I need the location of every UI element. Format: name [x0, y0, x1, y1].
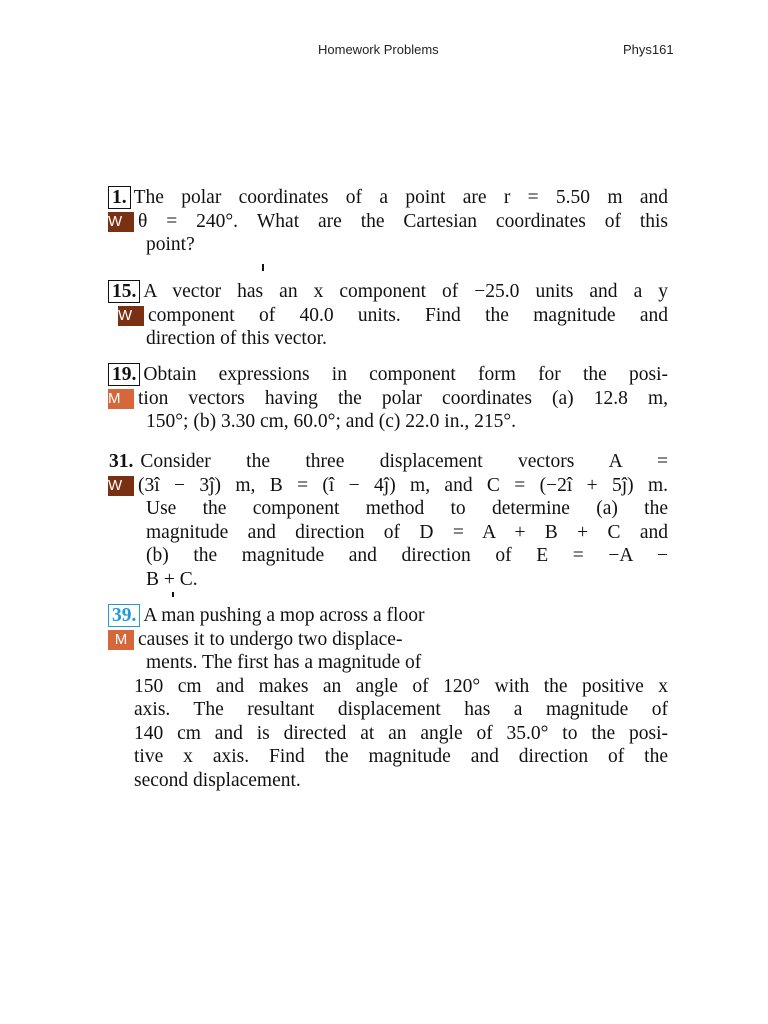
- problem-1-text-3: point?: [146, 234, 195, 255]
- problem-15: [108, 280, 668, 351]
- problem-19-line-1: [108, 363, 668, 387]
- problem-39: [108, 604, 668, 792]
- scan-mark: [262, 264, 264, 271]
- page-header: [0, 42, 768, 62]
- problem-19: [108, 363, 668, 434]
- problem-31-text-6: B + C.: [146, 568, 198, 590]
- problem-number: 1.: [108, 186, 131, 209]
- scan-mark: [172, 592, 174, 597]
- problem-1-text-2: θ = 240°. What are the Cartesian coordinates of this: [138, 210, 668, 232]
- problem-15-line-3: [108, 327, 668, 351]
- problem-31-text-1: Consider the three displacement vectors A =: [140, 451, 668, 472]
- problem-39-text-5: axis. The resultant displacement has a magnitude of: [134, 699, 668, 720]
- problem-39-text-4: 150 cm and makes an angle of 120° with the positive x: [134, 675, 668, 697]
- problem-number: 39.: [108, 604, 140, 627]
- problem-19-text-3: 150°; (b) 3.30 cm, 60.0°; and (c) 22.0 in., 215°.: [146, 411, 517, 432]
- problem-1: [108, 186, 668, 257]
- problem-39-line-1: [108, 604, 668, 628]
- problem-39-line-4: [134, 675, 668, 699]
- web-badge: W: [108, 212, 134, 232]
- header-course: Phys161: [623, 42, 674, 57]
- problem-39-line-2: [108, 628, 668, 652]
- problem-19-text-1: Obtain expressions in component form for the posi-: [143, 364, 668, 385]
- problem-39-text-2: causes it to undergo two displace-: [138, 628, 403, 650]
- problem-39-line-5: [134, 698, 668, 722]
- problem-31-line-1: [108, 450, 668, 474]
- problem-31-line-3: [108, 497, 668, 521]
- problem-number: 31.: [109, 451, 134, 472]
- problem-31-text-5: (b) the magnitude and direction of E = −A −: [146, 545, 668, 566]
- problem-15-text-2: component of 40.0 units. Find the magnitude and: [148, 304, 668, 326]
- problem-39-text-7: tive x axis. Find the magnitude and direction of the: [134, 746, 668, 767]
- problem-1-line-2: [108, 210, 668, 234]
- problem-number: 19.: [108, 363, 140, 386]
- problem-31-text-2: (3î − 3ĵ) m, B = (î − 4ĵ) m, and C = (−2î + 5ĵ) m.: [138, 474, 668, 496]
- media-badge: M: [108, 389, 134, 409]
- problem-31-line-4: [108, 521, 668, 545]
- media-badge: M: [108, 630, 134, 650]
- problem-19-line-2: [108, 387, 668, 411]
- problem-31-text-4: magnitude and direction of D = A + B + C and: [146, 521, 668, 543]
- problem-31-line-5: [108, 544, 668, 568]
- problem-31-line-6: [108, 568, 668, 592]
- problem-15-text-3: direction of this vector.: [146, 328, 327, 349]
- problem-39-line-3: [108, 651, 668, 675]
- problem-1-line-3: [108, 233, 668, 257]
- problem-31: [108, 450, 668, 591]
- web-badge: W: [108, 476, 134, 496]
- web-badge: W: [118, 306, 144, 326]
- problem-31-line-2: [108, 474, 668, 498]
- problem-39-line-6: [134, 722, 668, 746]
- problem-39-text-6: 140 cm and is directed at an angle of 35.0° to the posi-: [134, 722, 668, 744]
- problem-1-line-1: [108, 186, 668, 210]
- problem-15-text-1: A vector has an x component of −25.0 units and a y: [143, 281, 668, 302]
- problem-number: 15.: [108, 280, 140, 303]
- problem-15-line-2: [108, 304, 668, 328]
- problem-39-line-7: [134, 745, 668, 769]
- problem-31-text-3: Use the component method to determine (a) the: [146, 498, 668, 519]
- header-title: Homework Problems: [318, 42, 439, 57]
- problem-39-text-8: second displacement.: [134, 769, 301, 791]
- problem-39-text-3: ments. The first has a magnitude of: [146, 652, 422, 673]
- problem-1-text-1: The polar coordinates of a point are r = 5.50 m and: [133, 187, 668, 208]
- problem-39-line-8: [134, 769, 668, 793]
- problem-19-text-2: tion vectors having the polar coordinates (a) 12.8 m,: [138, 387, 668, 409]
- problem-39-text-1: A man pushing a mop across a floor: [143, 605, 425, 626]
- problem-15-line-1: [108, 280, 668, 304]
- problem-19-line-3: [108, 410, 668, 434]
